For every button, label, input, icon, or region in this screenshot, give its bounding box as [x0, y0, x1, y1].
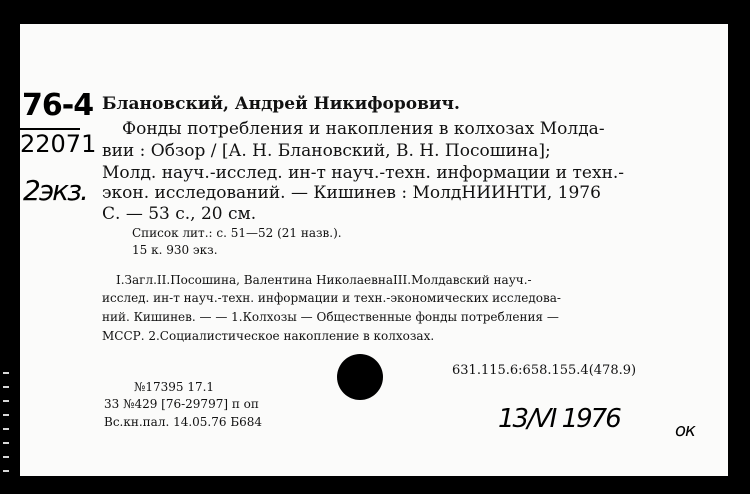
tracing-line: МССР. 2.Социалистическое накопление в колхозах. [102, 329, 435, 343]
chamber-line: Вс.кн.пал. 14.05.76 Б684 [104, 415, 263, 429]
tracing-line: исслед. ин-т науч.-техн. информации и техн.-экономических исследова- [102, 291, 561, 305]
title-line: вии : Обзор / [А. Н. Блановский, В. Н. Посошина]; [102, 141, 551, 161]
top-border [0, 0, 730, 24]
copies-note: 2экз. [23, 174, 87, 207]
circulation-note: 15 к. 930 экз. [132, 243, 218, 257]
edge-mark [3, 400, 9, 402]
record-number: №17395 17.1 [134, 380, 215, 394]
order-number: 33 №429 [76-29797] п оп [104, 397, 259, 411]
call-number: 76-4 [22, 88, 94, 123]
literature-note: Список лит.: с. 51—52 (21 назв.). [132, 226, 342, 240]
edge-mark [3, 372, 9, 374]
tracing-line: ний. Кишинев. — — 1.Колхозы — Общественные фонды потребления — [102, 310, 559, 324]
accession-number: 22071 [20, 130, 97, 158]
title-line: Фонды потребления и накопления в колхозах Молда- [122, 119, 605, 139]
underline [20, 128, 80, 130]
edge-mark [3, 442, 9, 444]
punch-hole [337, 354, 383, 400]
edge-mark [3, 456, 9, 458]
stamp-mark: ок [675, 420, 695, 441]
edge-mark [3, 470, 9, 472]
title-line: С. — 53 с., 20 см. [102, 204, 257, 224]
date-handwriting: 13/VI 1976 [498, 404, 620, 434]
edge-mark [3, 414, 9, 416]
tracing-line: I.Загл.II.Посошина, Валентина НиколаевнаIII.Молдавский науч.- [116, 273, 532, 287]
catalog-card [20, 24, 728, 476]
title-line: экон. исследований. — Кишинев : МолдНИИНТИ, 1976 [102, 183, 601, 203]
title-line: Молд. науч.-исслед. ин-т науч.-техн. информации и техн.- [102, 163, 625, 183]
left-edge [0, 0, 14, 494]
edge-mark [3, 428, 9, 430]
edge-mark [3, 386, 9, 388]
author-heading: Блановский, Андрей Никифорович. [102, 94, 460, 114]
classification: 631.115.6:658.155.4(478.9) [452, 363, 637, 378]
